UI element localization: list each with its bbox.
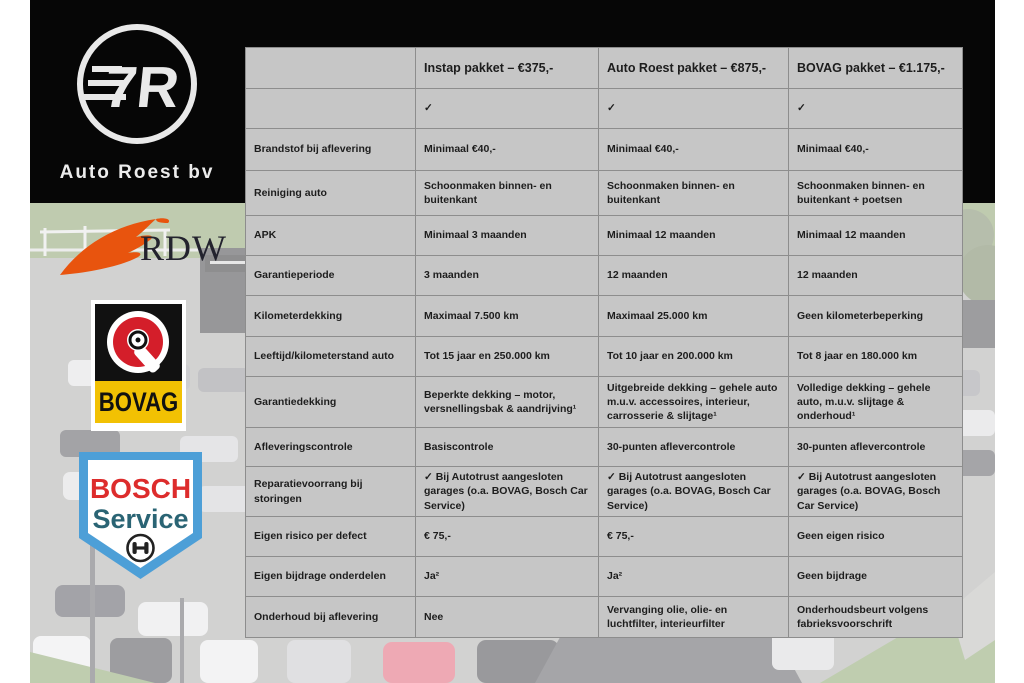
table-cell: ✓	[789, 89, 962, 129]
row-label: Kilometerdekking	[246, 296, 416, 337]
table-cell: Geen kilometerbeperking	[789, 296, 962, 337]
row-label: Afleveringscontrole	[246, 428, 416, 467]
bovag-logo	[91, 300, 186, 431]
row-label: Eigen risico per defect	[246, 517, 416, 557]
table-cell: Minimaal 12 maanden	[599, 216, 789, 256]
auto-roest-monogram-icon	[30, 0, 244, 160]
table-cell: Minimaal €40,-	[789, 129, 962, 171]
table-cell: Geen eigen risico	[789, 517, 962, 557]
feature-column-header	[246, 48, 416, 89]
table-cell: Maximaal 7.500 km	[416, 296, 599, 337]
table-cell: 3 maanden	[416, 256, 599, 296]
row-label: Leeftijd/kilometerstand auto	[246, 337, 416, 377]
table-cell: Schoonmaken binnen- en buitenkant	[416, 171, 599, 216]
table-cell: Minimaal €40,-	[599, 129, 789, 171]
table-cell: Beperkte dekking – motor, versnellingsbak & aandrijving¹	[416, 377, 599, 428]
table-cell: Minimaal 12 maanden	[789, 216, 962, 256]
table-cell: 12 maanden	[599, 256, 789, 296]
table-cell: Schoonmaken binnen- en buitenkant	[599, 171, 789, 216]
table-cell: ✓ Bij Autotrust aangesloten garages (o.a. BOVAG, Bosch Car Service)	[789, 467, 962, 517]
table-cell: Uitgebreide dekking – gehele auto m.u.v. accessoires, interieur, carrosserie & slijtage¹	[599, 377, 789, 428]
table-cell: Minimaal 3 maanden	[416, 216, 599, 256]
row-label: APK	[246, 216, 416, 256]
table-cell: ✓	[416, 89, 599, 129]
bosch-word: BOSCH	[89, 473, 192, 504]
table-cell: ✓	[599, 89, 789, 129]
table-cell: € 75,-	[599, 517, 789, 557]
table-cell: 30-punten aflevercontrole	[789, 428, 962, 467]
table-cell: Basiscontrole	[416, 428, 599, 467]
package-column-header: Instap pakket – €375,-	[416, 48, 599, 89]
table-cell: Onderhoudsbeurt volgens fabrieksvoorschrift	[797, 603, 929, 630]
table-cell: Nee	[416, 597, 599, 637]
package-column-header: BOVAG pakket – €1.175,-	[789, 48, 962, 89]
package-comparison-table	[245, 47, 963, 638]
row-label	[246, 89, 416, 129]
row-label: Reparatievoorrang bij storingen	[246, 467, 416, 517]
row-label: Reiniging auto	[246, 171, 416, 216]
table-cell: ✓ Bij Autotrust aangesloten garages (o.a. BOVAG, Bosch Car Service)	[416, 467, 599, 517]
table-cell: Ja²	[416, 557, 599, 597]
company-name: Auto Roest bv	[59, 162, 215, 183]
bovag-wheel-icon	[95, 304, 182, 381]
table-cell: Schoonmaken binnen- en buitenkant + poetsen	[789, 171, 962, 216]
table-cell: 30-punten aflevercontrole	[599, 428, 789, 467]
row-label: Garantiedekking	[246, 377, 416, 428]
bovag-label: BOVAG	[98, 386, 179, 417]
table-cell: € 75,-	[416, 517, 599, 557]
service-word: Service	[92, 504, 189, 534]
row-label: Eigen bijdrage onderdelen	[246, 557, 416, 597]
table-cell: Geen bijdrage	[789, 557, 962, 597]
table-cell: Ja²	[599, 557, 789, 597]
row-label: Onderhoud bij aflevering	[246, 597, 416, 637]
rdw-logo	[52, 213, 227, 293]
package-column-header: Auto Roest pakket – €875,-	[599, 48, 789, 89]
table-cell: Maximaal 25.000 km	[599, 296, 789, 337]
auto-roest-logo	[30, 0, 244, 203]
table-cell: Minimaal €40,-	[416, 129, 599, 171]
table-cell: Tot 10 jaar en 200.000 km	[599, 337, 789, 377]
table-cell: ✓ Bij Autotrust aangesloten garages (o.a. BOVAG, Bosch Car Service)	[599, 467, 789, 517]
row-label: Brandstof bij aflevering	[246, 129, 416, 171]
table-cell: Tot 8 jaar en 180.000 km	[789, 337, 962, 377]
bosch-service-logo	[79, 452, 202, 579]
rdw-label: RDW	[140, 228, 227, 268]
table-cell: 12 maanden	[789, 256, 962, 296]
table-cell: Vervanging olie, olie- en luchtfilter, interieurfilter	[599, 597, 789, 637]
row-label: Garantieperiode	[246, 256, 416, 296]
table-cell: Tot 15 jaar en 250.000 km	[416, 337, 599, 377]
svg-text:7R: 7R	[101, 55, 183, 120]
table-cell: Volledige dekking – gehele auto, m.u.v. slijtage & onderhoud¹	[789, 377, 962, 428]
